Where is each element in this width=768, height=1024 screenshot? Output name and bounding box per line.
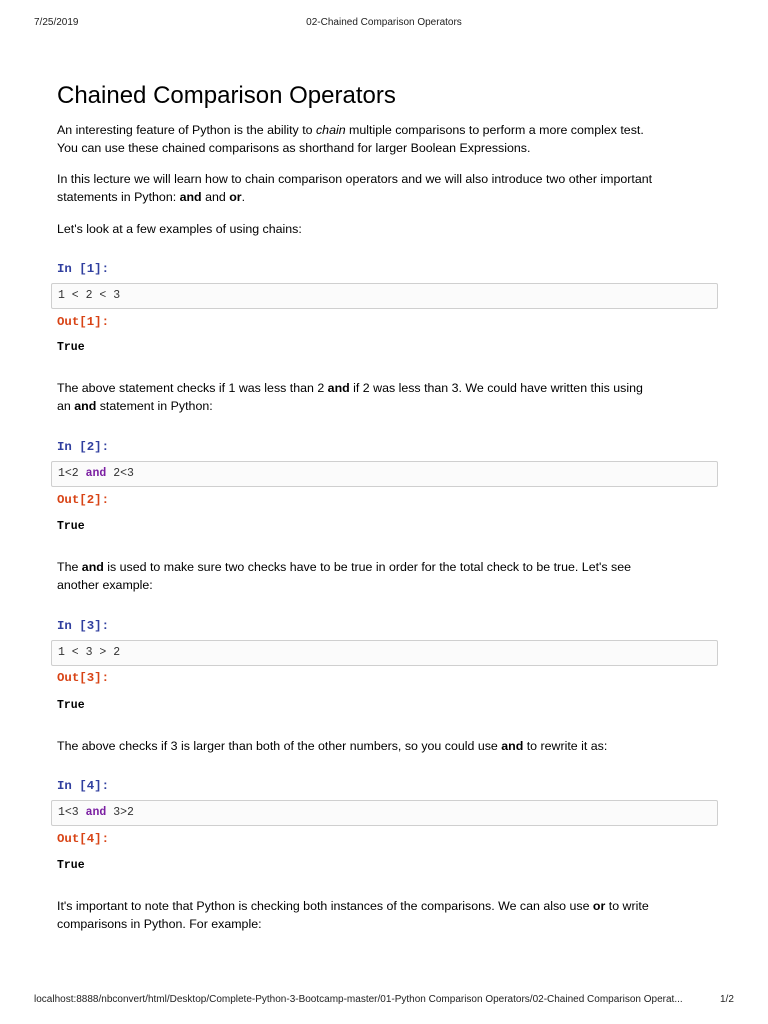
code-cell-4[interactable]: 1<3 and 3>2 (51, 800, 718, 826)
out-prompt-4: Out[4]: (57, 832, 110, 846)
intro-paragraph-1: An interesting feature of Python is the ability to chain multiple comparisons to perform a more complex test. You can use these chained comparisons as shorthand for larger Boolean Expressions. (57, 123, 644, 155)
code-cell-1[interactable]: 1 < 2 < 3 (51, 283, 718, 309)
page-number: 1/2 (720, 994, 734, 1005)
paragraph-after-cell-3: The above checks if 3 is larger than both of the other numbers, so you could use and to rewrite it as: (57, 739, 608, 753)
output-2: True (57, 520, 85, 533)
print-date: 7/25/2019 (34, 17, 79, 28)
output-1: True (57, 341, 85, 354)
in-prompt-4: In [4]: (57, 779, 110, 793)
keyword-and: and (85, 467, 107, 480)
in-prompt-3: In [3]: (57, 619, 110, 633)
print-title: 02-Chained Comparison Operators (306, 17, 462, 28)
paragraph-after-cell-2: The and is used to make sure two checks have to be true in order for the total check to be true. Let's see another example: (57, 560, 632, 592)
in-prompt-1: In [1]: (57, 262, 110, 276)
paragraph-after-cell-1: The above statement checks if 1 was less than 2 and if 2 was less than 3. We could have written this using an and statement in Python: (57, 381, 643, 413)
paragraph-after-cell-4: It's important to note that Python is checking both instances of the comparisons. We can also use or to write comparisons in Python. For example: (57, 899, 649, 931)
output-3: True (57, 699, 85, 712)
code-cell-3[interactable]: 1 < 3 > 2 (51, 640, 718, 666)
out-prompt-2: Out[2]: (57, 493, 110, 507)
print-url: localhost:8888/nbconvert/html/Desktop/Complete-Python-3-Bootcamp-master/01-Python Comparison Operators/02-Chained Comparison Operat... (34, 994, 683, 1005)
intro-paragraph-2: In this lecture we will learn how to chain comparison operators and we will also introduce two other important statements in Python: and and or. (57, 172, 653, 204)
out-prompt-3: Out[3]: (57, 671, 110, 685)
keyword-and: and (85, 806, 107, 819)
code-cell-2[interactable]: 1<2 and 2<3 (51, 461, 718, 487)
intro-paragraph-3: Let's look at a few examples of using chains: (57, 222, 302, 236)
page-title: Chained Comparison Operators (57, 82, 396, 109)
chain-emphasis: chain (315, 123, 346, 137)
out-prompt-1: Out[1]: (57, 315, 110, 329)
in-prompt-2: In [2]: (57, 440, 110, 454)
output-4: True (57, 859, 85, 872)
